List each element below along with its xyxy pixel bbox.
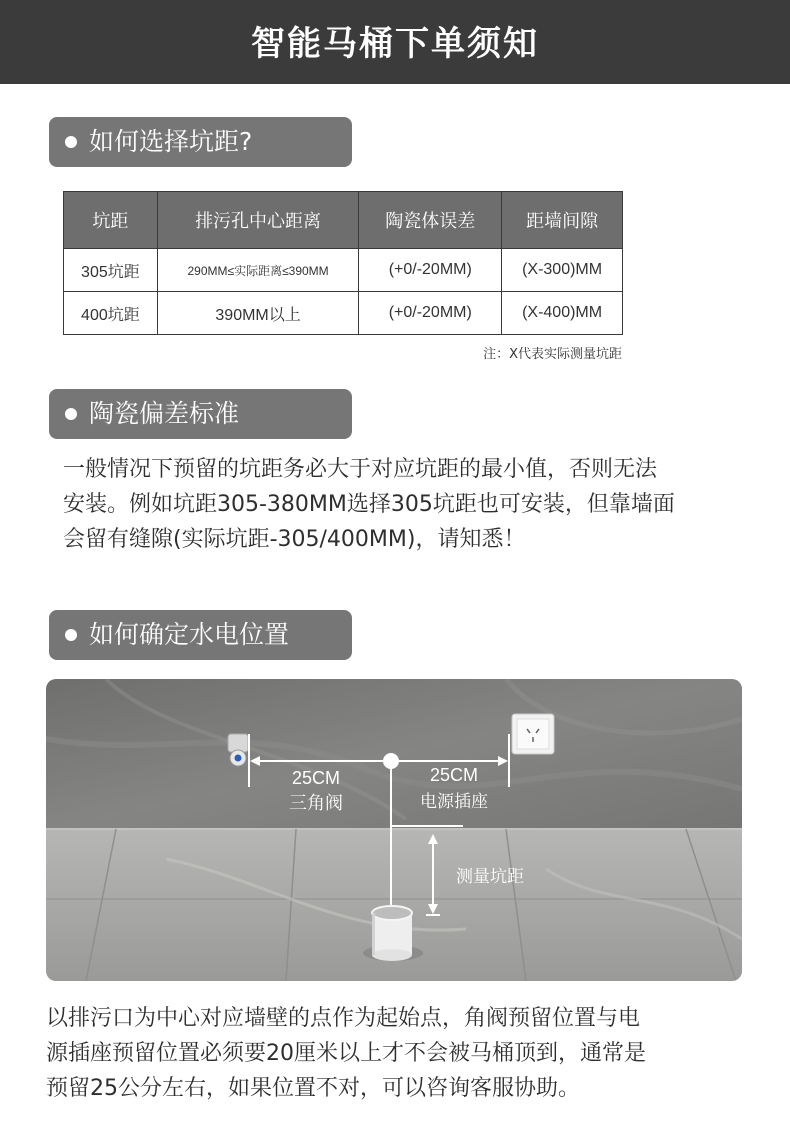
installation-illustration xyxy=(46,679,742,981)
table-header-row xyxy=(64,192,623,249)
paragraph-line: 预留25公分左右，如果位置不对，可以咨询客服协助。 xyxy=(46,1076,580,1101)
angle-valve-icon xyxy=(228,734,248,766)
page-header xyxy=(0,0,790,84)
power-socket-icon xyxy=(512,714,554,754)
paragraph-line: 源插座预留位置必须要20厘米以上才不会被马桶顶到，通常是 xyxy=(46,1041,646,1066)
table-cell: (+0/-20MM) xyxy=(359,249,502,292)
column-header: 坑距 xyxy=(64,192,158,249)
bullet-dot-icon xyxy=(65,136,77,148)
section-heading-water-power-position xyxy=(49,610,352,660)
installation-diagram xyxy=(46,679,742,981)
page-title: 智能马桶下单须知 xyxy=(251,24,539,64)
table-row xyxy=(64,292,623,335)
left-distance-label: 25CM xyxy=(291,768,341,788)
table-cell: (X-300)MM xyxy=(502,249,623,292)
bullet-dot-icon xyxy=(65,629,77,641)
position-paragraph xyxy=(46,1001,646,1106)
table-note: 注：X代表实际测量坑距 xyxy=(483,347,622,362)
column-header: 距墙间隙 xyxy=(502,192,623,249)
pit-distance-table xyxy=(63,191,623,335)
column-header: 陶瓷体误差 xyxy=(359,192,502,249)
section-title: 如何确定水电位置 xyxy=(89,620,290,649)
table-cell: 305坑距 xyxy=(64,249,158,292)
column-header: 排污孔中心距离 xyxy=(157,192,359,249)
paragraph-line: 以排污口为中心对应墙壁的点作为起始点，角阀预留位置与电 xyxy=(46,1006,641,1031)
table-cell: 390MM以上 xyxy=(157,292,359,335)
section-title: 如何选择坑距? xyxy=(89,127,253,156)
measure-pit-label: 测量坑距 xyxy=(456,867,524,887)
section-heading-ceramic-tolerance xyxy=(49,389,352,439)
table-cell: 400坑距 xyxy=(64,292,158,335)
tolerance-paragraph xyxy=(63,452,675,557)
right-distance-label: 25CM xyxy=(429,765,479,785)
table-cell: (X-400)MM xyxy=(502,292,623,335)
table-row xyxy=(64,249,623,292)
table-cell: 290MM≤实际距离≤390MM xyxy=(157,249,359,292)
table-cell: (+0/-20MM) xyxy=(359,292,502,335)
section-title: 陶瓷偏差标准 xyxy=(89,399,240,428)
paragraph-line: 安装。例如坑距305-380MM选择305坑距也可安装，但靠墙面 xyxy=(63,492,675,517)
paragraph-line: 会留有缝隙(实际坑距-305/400MM)，请知悉！ xyxy=(63,527,526,552)
section-heading-pit-distance xyxy=(49,117,352,167)
angle-valve-label: 三角阀 xyxy=(289,793,343,814)
bullet-dot-icon xyxy=(65,408,77,420)
paragraph-line: 一般情况下预留的坑距务必大于对应坑距的最小值，否则无法 xyxy=(63,457,658,482)
power-socket-label: 电源插座 xyxy=(420,792,488,812)
